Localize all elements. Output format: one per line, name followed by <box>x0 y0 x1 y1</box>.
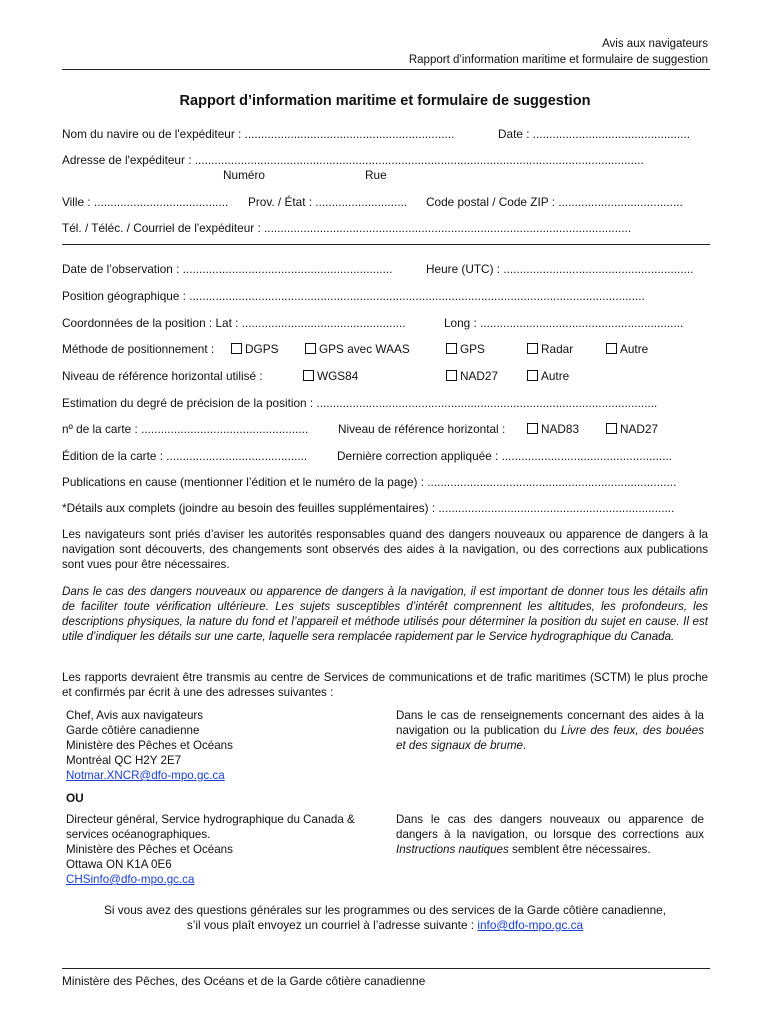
address-line: Ministère des Pêches et Océans <box>66 739 233 752</box>
header-rule <box>62 69 710 70</box>
address-line: Ottawa ON K1A 0E6 <box>66 858 172 871</box>
option-ref-nad27[interactable]: NAD27 <box>606 422 658 436</box>
option-wgs84[interactable]: WGS84 <box>303 369 358 383</box>
address-line: Chef, Avis aux navigateurs <box>66 709 204 722</box>
publications-field[interactable]: Publications en cause (mentionner l’édition et le numéro de la page) : ............................................................................ <box>62 475 677 489</box>
option-gps[interactable]: GPS <box>446 342 485 356</box>
chart-edition-field[interactable]: Édition de la carte : ........................................... <box>62 449 308 463</box>
address-block-1 <box>66 708 376 783</box>
address-line: Ministère des Pêches et Océans <box>66 843 233 856</box>
option-nad27[interactable]: NAD27 <box>446 369 498 383</box>
latitude-field[interactable]: Coordonnées de la position : Lat : .................................................. <box>62 316 406 330</box>
checkbox-icon[interactable] <box>446 370 457 381</box>
section-rule <box>62 244 710 245</box>
reference-level-label: Niveau de référence horizontal : <box>338 422 506 436</box>
checkbox-icon[interactable] <box>527 343 538 354</box>
checkbox-icon[interactable] <box>527 423 538 434</box>
postal-code-field[interactable]: Code postal / Code ZIP : ...................................... <box>426 195 683 209</box>
option-datum-other[interactable]: Autre <box>527 369 569 383</box>
address-line: Directeur général, Service hydrographique du Canada & services océanographiques. <box>66 813 355 841</box>
longitude-field[interactable]: Long : .............................................................. <box>444 316 684 330</box>
positioning-method-label: Méthode de positionnement : <box>62 342 215 356</box>
page-title: Rapport d’information maritime et formulaire de suggestion <box>179 93 591 109</box>
address-block-2 <box>66 812 382 887</box>
details-field[interactable]: *Détails aux complets (joindre au besoin des feuilles supplémentaires) : ........................................................................ <box>62 501 675 515</box>
info-email-link[interactable]: info@dfo-mpo.gc.ca <box>477 918 584 932</box>
city-field[interactable]: Ville : ......................................... <box>62 195 229 209</box>
footer-rule <box>62 968 710 969</box>
checkbox-icon[interactable] <box>446 343 457 354</box>
closing-line-2: s’il vous plaît envoyez un courriel à l’adresse suivante : info@dfo-mpo.gc.ca <box>186 918 584 932</box>
checkbox-icon[interactable] <box>305 343 316 354</box>
aids-note: Dans le cas de renseignements concernant des aides à la navigation ou la publication du Livre des feux, des bouées et des signaux de brume. <box>396 709 704 752</box>
province-field[interactable]: Prov. / État : ............................ <box>248 195 408 209</box>
option-nad83[interactable]: NAD83 <box>527 422 579 436</box>
or-separator: OU <box>66 791 84 805</box>
vessel-name-field[interactable]: Nom du navire ou de l'expéditeur : ................................................................ <box>62 127 455 141</box>
time-utc-field[interactable]: Heure (UTC) : .......................................................... <box>426 262 694 276</box>
option-radar[interactable]: Radar <box>527 342 573 356</box>
checkbox-icon[interactable] <box>606 423 617 434</box>
address-numero-label: Numéro <box>223 168 265 182</box>
checkbox-icon[interactable] <box>527 370 538 381</box>
footer-text: Ministère des Pêches, des Océans et de la Garde côtière canadienne <box>62 974 426 988</box>
instructions-paragraph: Les navigateurs sont priés d’aviser les autorités responsables quand des dangers nouveaux ou apparence de dangers à la navigation sont découverts, des changements sont observés des aides à la navigation, ou des corrections aux publications sont vues pour être nécessaires. <box>62 528 708 571</box>
chart-number-field[interactable]: nº de la carte : ................................................... <box>62 422 309 436</box>
contact-field[interactable]: Tél. / Téléc. / Courriel de l'expéditeur : ................................................................................................................ <box>62 221 632 235</box>
datum-used-label: Niveau de référence horizontal utilisé : <box>62 369 263 383</box>
address-line: Montréal QC H2Y 2E7 <box>66 754 182 767</box>
last-correction-field[interactable]: Dernière correction appliquée : .................................................... <box>337 449 673 463</box>
checkbox-icon[interactable] <box>606 343 617 354</box>
chs-email-link[interactable]: CHSinfo@dfo-mpo.gc.ca <box>66 873 195 886</box>
precision-field[interactable]: Estimation du degré de précision de la position : ........................................................................................................ <box>62 396 658 410</box>
address-field[interactable]: Adresse de l'expéditeur : ......................................................................................................................................... <box>62 153 644 167</box>
observation-date-field[interactable]: Date de l’observation : ................................................................ <box>62 262 393 276</box>
option-dgps[interactable]: DGPS <box>231 342 278 356</box>
closing-line-1: Si vous avez des questions générales sur les programmes ou des services de la Garde côtière canadienne, <box>104 903 666 917</box>
transmission-paragraph: Les rapports devraient être transmis au centre de Services de communications et de trafic maritimes (SCTM) le plus proche et confirmés par écrit à une des adresses suivantes : <box>62 671 708 699</box>
checkbox-icon[interactable] <box>303 370 314 381</box>
dangers-paragraph: Dans le cas des dangers nouveaux ou apparence de dangers à la navigation, il est important de donner tous les détails afin de faciliter toute vérification ultérieure. Les sujets susceptibles d’intérêt comprennent les altitudes, les profondeurs, les descriptions physiques, la nature du fond et l’appareil et méthode utilisés pour déterminer la position du sujet en cause. Il est utile d’indiquer les détails sur une carte, laquelle sera remplacée rapidement par le Service hydrographique du Canada. <box>62 585 708 643</box>
geo-position-field[interactable]: Position géographique : ........................................................................................................................................... <box>62 289 645 303</box>
notmar-email-link[interactable]: Notmar.XNCR@dfo-mpo.gc.ca <box>66 769 225 782</box>
nautical-note: Dans le cas des dangers nouveaux ou apparence de dangers à la navigation, ou lorsque des corrections aux Instructions nautiques semblent être nécessaires. <box>396 813 704 856</box>
address-rue-label: Rue <box>365 168 387 182</box>
header-line-2: Rapport d’information maritime et formulaire de suggestion <box>408 54 708 66</box>
option-method-other[interactable]: Autre <box>606 342 648 356</box>
address-line: Garde côtière canadienne <box>66 724 200 737</box>
date-field[interactable]: Date : ................................................ <box>498 127 691 141</box>
header-line-1: Avis aux navigateurs <box>602 38 708 50</box>
checkbox-icon[interactable] <box>231 343 242 354</box>
option-gps-waas[interactable]: GPS avec WAAS <box>305 342 410 356</box>
